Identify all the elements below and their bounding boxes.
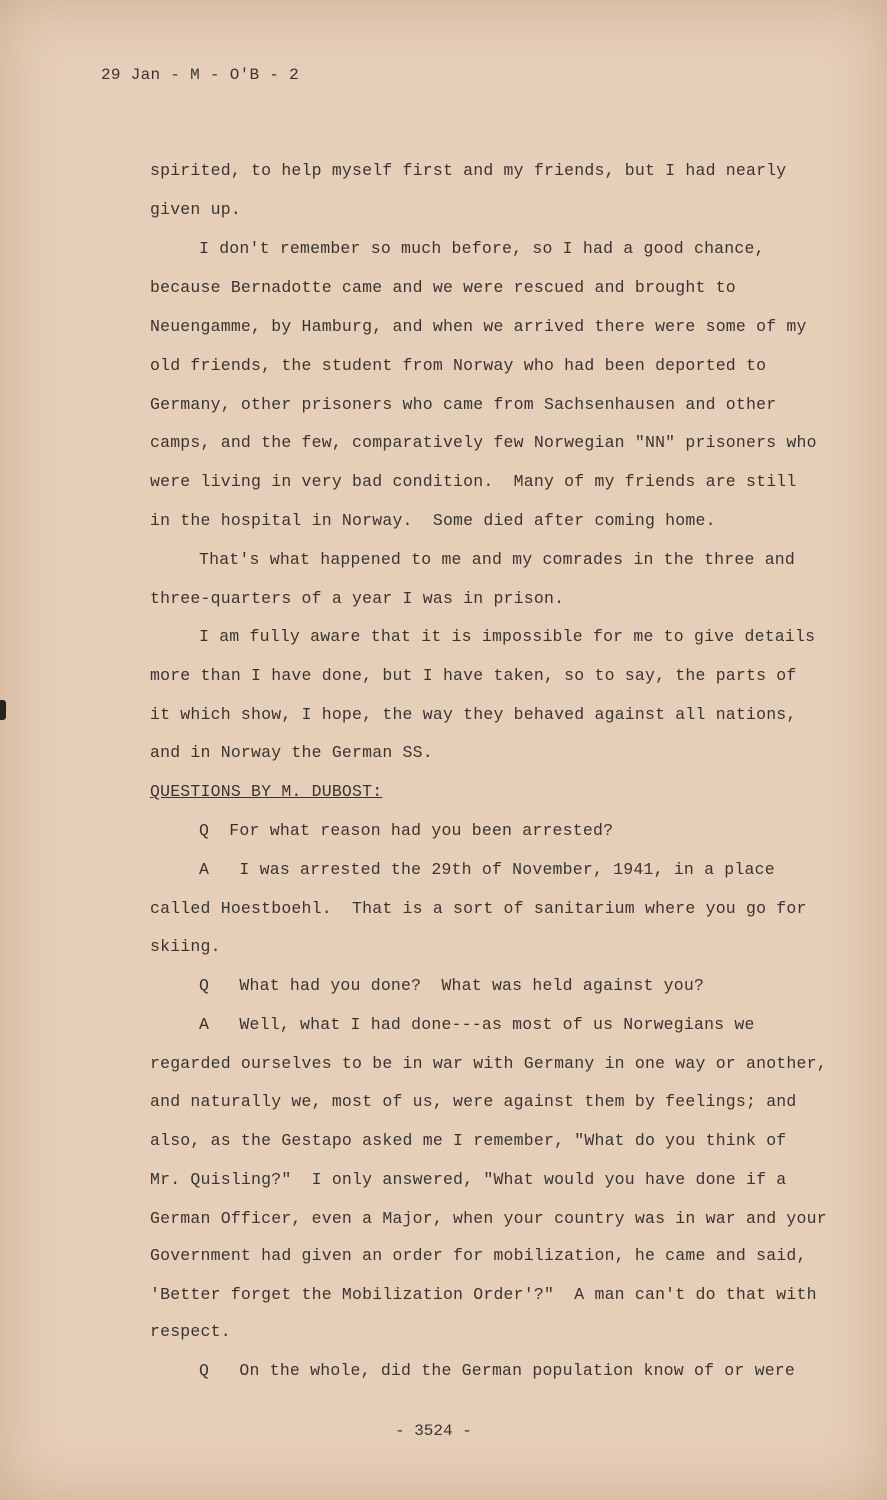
- text-line-31: respect.: [150, 1322, 231, 1341]
- text-line-4: because Bernadotte came and we were rescued and brought to: [150, 278, 736, 297]
- text-line-12: three-quarters of a year I was in prison.: [150, 589, 565, 608]
- binding-mark: [0, 700, 6, 720]
- section-heading-questions: QUESTIONS BY M. DUBOST:: [150, 782, 383, 801]
- text-line-8: camps, and the few, comparatively few Norwegian "NN" prisoners who: [150, 433, 817, 452]
- text-line-5: Neuengamme, by Hamburg, and when we arrived there were some of my: [150, 317, 807, 336]
- text-line-15: it which show, I hope, the way they behaved against all nations,: [150, 705, 797, 724]
- text-line-2: given up.: [150, 200, 241, 219]
- text-line-18: Q For what reason had you been arrested?: [199, 821, 614, 840]
- text-line-23: A Well, what I had done---as most of us Norwegians we: [199, 1015, 755, 1034]
- text-line-11: That's what happened to me and my comrades in the three and: [199, 550, 795, 569]
- text-line-24: regarded ourselves to be in war with Germany in one way or another,: [150, 1054, 827, 1073]
- text-line-7: Germany, other prisoners who came from Sachsenhausen and other: [150, 395, 777, 414]
- text-line-6: old friends, the student from Norway who had been deported to: [150, 356, 767, 375]
- text-line-3: I don't remember so much before, so I had a good chance,: [199, 239, 765, 258]
- text-line-16: and in Norway the German SS.: [150, 743, 433, 762]
- text-line-27: Mr. Quisling?" I only answered, "What would you have done if a: [150, 1170, 787, 1189]
- text-line-22: Q What had you done? What was held against you?: [199, 976, 705, 995]
- text-line-26: also, as the Gestapo asked me I remember, "What do you think of: [150, 1131, 787, 1150]
- text-line-20: called Hoestboehl. That is a sort of sanitarium where you go for: [150, 899, 807, 918]
- page-number: - 3524 -: [395, 1422, 472, 1440]
- text-line-29: Government had given an order for mobilization, he came and said,: [150, 1246, 807, 1265]
- text-line-1: spirited, to help myself first and my friends, but I had nearly: [150, 161, 787, 180]
- text-line-30: 'Better forget the Mobilization Order'?" A man can't do that with: [150, 1285, 817, 1304]
- text-line-28: German Officer, even a Major, when your country was in war and your: [150, 1209, 827, 1228]
- text-line-19: A I was arrested the 29th of November, 1941, in a place: [199, 860, 775, 879]
- text-line-9: were living in very bad condition. Many of my friends are still: [150, 472, 797, 491]
- text-line-32: Q On the whole, did the German population know of or were: [199, 1361, 795, 1380]
- text-line-10: in the hospital in Norway. Some died after coming home.: [150, 511, 716, 530]
- page-header-reference: 29 Jan - M - O'B - 2: [101, 66, 300, 84]
- text-line-25: and naturally we, most of us, were against them by feelings; and: [150, 1092, 797, 1111]
- text-line-21: skiing.: [150, 937, 221, 956]
- text-line-13: I am fully aware that it is impossible for me to give details: [199, 627, 816, 646]
- text-line-14: more than I have done, but I have taken, so to say, the parts of: [150, 666, 797, 685]
